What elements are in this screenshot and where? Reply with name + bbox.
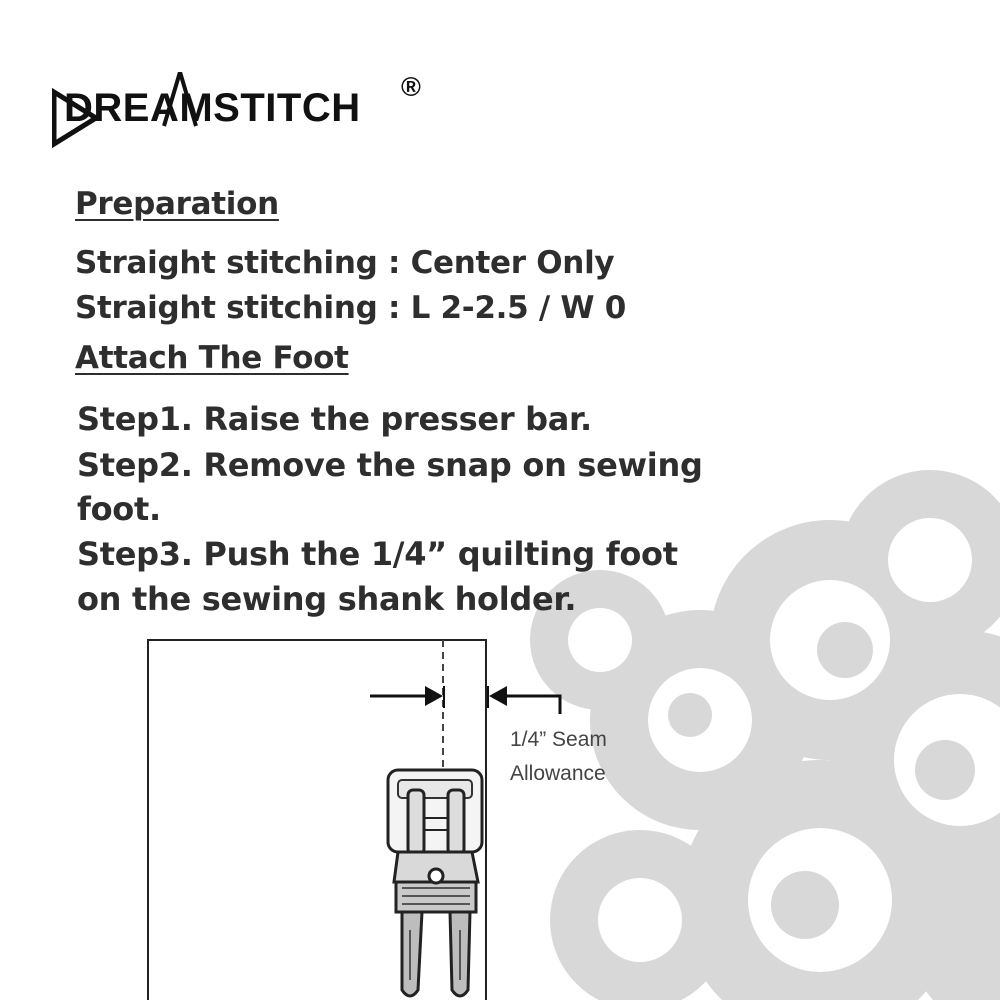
presser-foot-illustration [140, 630, 660, 1000]
step-line: Step3. Push the 1/4” quilting foot [77, 535, 678, 573]
preparation-heading: Preparation [75, 186, 279, 222]
step-line: Step2. Remove the snap on sewing [77, 446, 703, 484]
step-line: Step1. Raise the presser bar. [77, 400, 592, 438]
preparation-line: Straight stitching : L 2-2.5 / W 0 [75, 290, 627, 326]
step-line: foot. [77, 490, 161, 528]
seam-allowance-diagram [140, 630, 660, 1000]
registered-mark: ® [401, 72, 421, 102]
preparation-line: Straight stitching : Center Only [75, 245, 615, 281]
seam-caption-line1: 1/4” Seam [510, 728, 607, 751]
step-line: on the sewing shank holder. [77, 580, 577, 618]
brand-logo [52, 72, 442, 148]
attach-foot-heading: Attach The Foot [75, 340, 349, 376]
brand-name: DREAMSTITCH [64, 86, 361, 130]
seam-caption-line2: Allowance [510, 762, 606, 785]
